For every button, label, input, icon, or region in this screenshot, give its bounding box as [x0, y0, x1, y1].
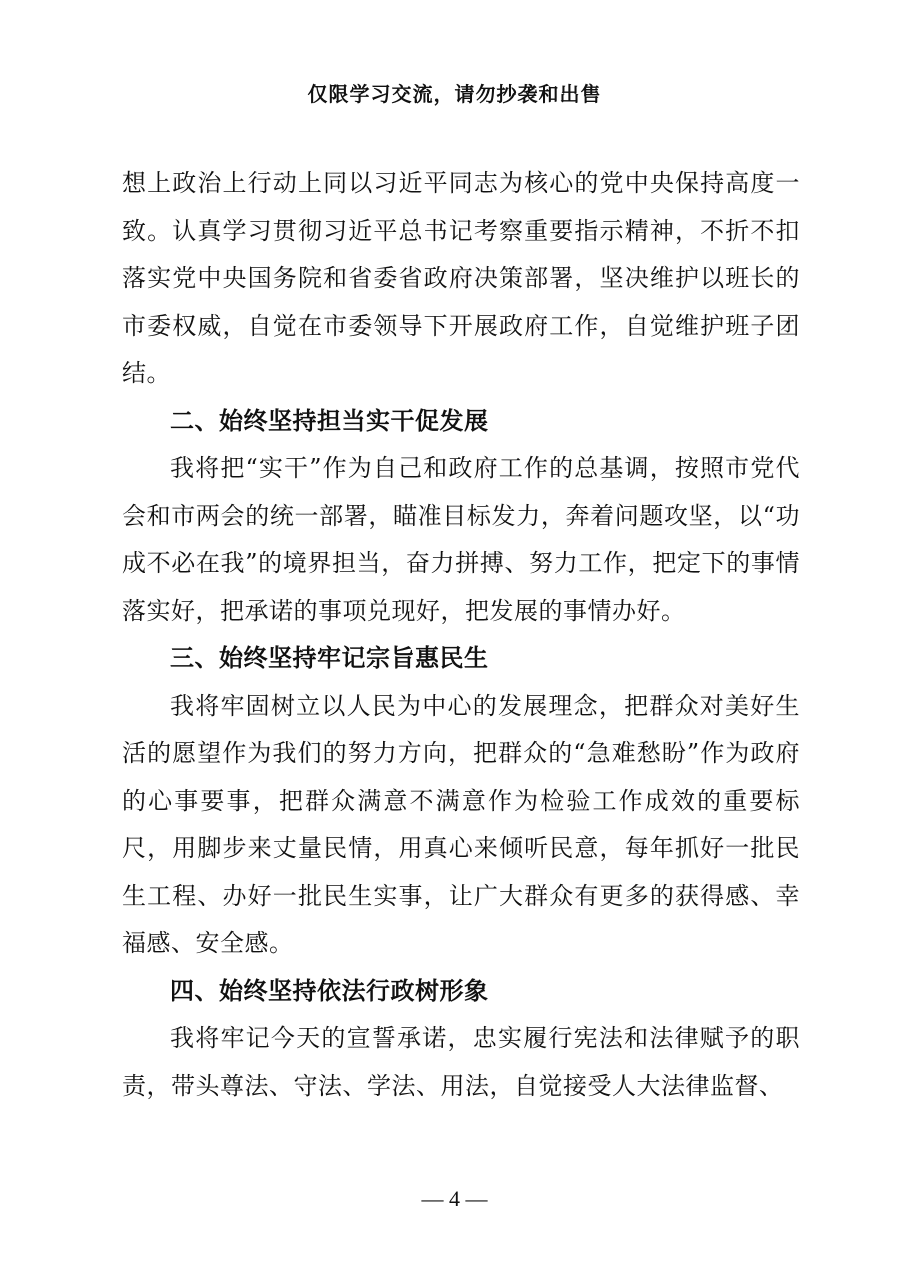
header-notice: 仅限学习交流，请勿抄袭和出售 — [307, 82, 602, 106]
paragraph-section-4: 我将牢记今天的宣誓承诺，忠实履行宪法和法律赋予的职责，带头尊法、守法、学法、用法，自觉接受人大法律监督、 — [122, 1024, 800, 1100]
section-heading-2: 二、始终坚持担当实干促发展 — [170, 406, 489, 435]
paragraph-continued: 想上政治上行动上同以习近平同志为核心的党中央保持高度一致。认真学习贯彻习近平总书记考察重要指示精神，不折不扣落实党中央国务院和省委省政府决策部署，坚决维护以班长的市委权威，自觉在市委领导下开展政府工作，自觉维护班子团结。 — [122, 169, 800, 387]
paragraph-section-2: 我将把“实干”作为自己和政府工作的总基调，按照市党代会和市两会的统一部署，瞄准目标发力，奔着问题攻坚，以“功成不必在我”的境界担当，奋力拼搏、努力工作，把定下的事情落实好，把承诺的事项兑现好，把发展的事情办好。 — [122, 454, 800, 625]
document-body — [122, 160, 800, 1110]
page-number: — 4 — — [421, 1186, 488, 1211]
section-heading-3: 三、始终坚持牢记宗旨惠民生 — [170, 644, 489, 672]
paragraph-section-3: 我将牢固树立以人民为中心的发展理念，把群众对美好生活的愿望作为我们的努力方向，把群众的“急难愁盼”作为政府的心事要事，把群众满意不满意作为检验工作成效的重要标尺，用脚步来丈量民情，用真心来倾听民意，每年抓好一批民生工程、办好一批民生实事，让广大群众有更多的获得感、幸福感、安全感。 — [122, 691, 800, 957]
section-heading-4: 四、始终坚持依法行政树形象 — [170, 976, 489, 1005]
